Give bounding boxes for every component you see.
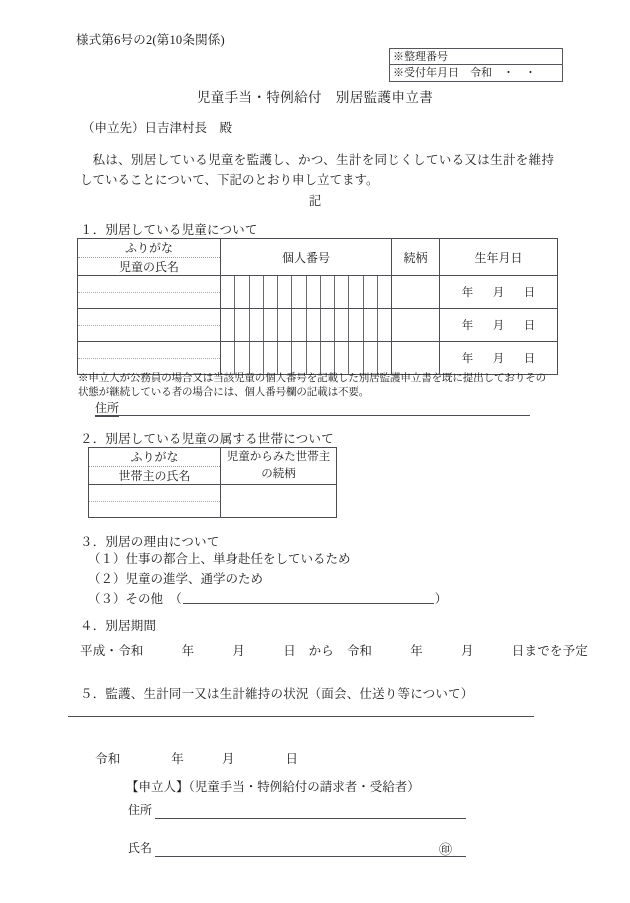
form-code-label: 様式第6号の2(第10条関係) — [76, 33, 225, 47]
child-my-number-input[interactable] — [221, 309, 392, 342]
header-child-name-label: 児童の氏名 — [118, 260, 179, 274]
applicant-name-rule — [155, 856, 466, 857]
table-header-row — [78, 239, 558, 276]
applicant-name-field[interactable] — [128, 839, 466, 857]
header-household-relationship-line2: の続柄 — [261, 468, 296, 480]
child-my-number-input[interactable] — [221, 276, 392, 309]
table-row — [78, 342, 558, 375]
birthdate-day-unit: 日 — [523, 353, 536, 365]
applicant-address-rule — [155, 818, 466, 819]
separation-period-line[interactable]: 平成・令和 年 月 日 から 令和 年 月 日までを予定 — [80, 644, 589, 658]
child-birthdate-input[interactable] — [440, 276, 558, 309]
header-household-relationship-line1: 児童からみた世帯主 — [226, 451, 331, 463]
applicant-label: 【申立人】（児童手当・特例給付の請求者・受給者） — [126, 780, 420, 794]
household-table — [88, 447, 337, 518]
child-relationship-input[interactable] — [392, 309, 440, 342]
header-household-relationship — [221, 448, 337, 485]
child-my-number-input[interactable] — [221, 342, 392, 375]
receipt-date-field[interactable]: ※受付年月日 令和 ・ ・ — [393, 67, 536, 79]
addressee-line: （申立先）日吉津村長 殿 — [82, 121, 233, 135]
children-table — [77, 238, 558, 375]
birthdate-year-unit: 年 — [461, 353, 474, 365]
reason-other-suffix: ） — [434, 592, 448, 606]
child-address-rule — [95, 415, 530, 416]
child-name-input[interactable] — [78, 342, 221, 375]
header-household-head-name-label: 世帯主の氏名 — [118, 469, 191, 483]
section5-answer-rule[interactable] — [68, 716, 534, 717]
applicant-name-label: 氏名 — [128, 841, 153, 855]
section1-heading: １．別居している児童について — [80, 223, 258, 237]
household-head-name-input[interactable] — [89, 485, 221, 518]
my-number-digit-grid — [221, 276, 391, 308]
child-relationship-input[interactable] — [392, 342, 440, 375]
birthdate-day-unit: 日 — [523, 320, 536, 332]
reason-option-2[interactable]: （２）児童の進学、通学のため — [88, 572, 264, 586]
ki-mark: 記 — [308, 194, 322, 208]
child-birthdate-input[interactable] — [440, 309, 558, 342]
birthdate-year-unit: 年 — [461, 320, 474, 332]
section4-heading: ４．別居期間 — [80, 619, 157, 633]
section2-heading: ２．別居している児童の属する世帯について — [80, 432, 334, 446]
header-child-name — [78, 239, 221, 276]
table-row — [78, 276, 558, 309]
household-relationship-input[interactable] — [221, 485, 337, 518]
child-relationship-input[interactable] — [392, 276, 440, 309]
control-number-field[interactable]: ※整理番号 — [390, 49, 562, 65]
child-address-label: 住所 — [95, 401, 120, 415]
document-title: 児童手当・特例給付 別居監護申立書 — [196, 90, 434, 105]
seal-icon: ㊞ — [438, 842, 452, 857]
applicant-address-label: 住所 — [128, 803, 153, 817]
birthdate-month-unit: 月 — [492, 287, 505, 299]
section3-heading: ３．別居の理由について — [80, 535, 220, 549]
table-row — [89, 485, 337, 518]
birthdate-month-unit: 月 — [492, 353, 505, 365]
birthdate-month-unit: 月 — [492, 320, 505, 332]
child-address-field[interactable] — [95, 399, 530, 416]
reason-other-prefix: （３）その他 （ — [88, 592, 182, 606]
reason-other-input[interactable] — [183, 590, 434, 604]
header-birthdate: 生年月日 — [440, 239, 558, 276]
header-furigana-label: ふりがな — [89, 448, 220, 467]
table-row — [78, 309, 558, 342]
header-household-name — [89, 448, 221, 485]
table-header-row — [89, 448, 337, 485]
section5-heading: ５．監護、生計同一又は生計維持の状況（面会、仕送り等について） — [80, 687, 474, 701]
child-name-input[interactable] — [78, 276, 221, 309]
my-number-digit-grid — [221, 309, 391, 341]
birthdate-day-unit: 日 — [523, 287, 536, 299]
header-relationship: 続柄 — [392, 239, 440, 276]
birthdate-year-unit: 年 — [461, 287, 474, 299]
intro-paragraph: 私は、別居している児童を監護し、かつ、生計を同じくしている又は生計を維持していることについて、下記のとおり申し立てます。 — [80, 153, 554, 187]
header-furigana-label: ふりがな — [78, 239, 220, 258]
my-number-digit-grid — [221, 342, 391, 374]
child-birthdate-input[interactable] — [440, 342, 558, 375]
reason-option-3-other[interactable] — [88, 589, 447, 607]
my-number-note: ※申立人が公務員の場合又は当該児童の個人番号を記載した別居監護申立書を既に提出しておりその状態が継続している者の場合には、個人番号欄の記載は不要。 — [78, 373, 546, 398]
applicant-address-field[interactable] — [128, 801, 466, 819]
child-name-input[interactable] — [78, 309, 221, 342]
reason-option-1[interactable]: （１）仕事の都合上、単身赴任をしているため — [88, 552, 351, 566]
receipt-stamp-box — [389, 48, 563, 82]
header-my-number: 個人番号 — [221, 239, 392, 276]
signature-date-line[interactable]: 令和 年 月 日 — [95, 752, 299, 766]
